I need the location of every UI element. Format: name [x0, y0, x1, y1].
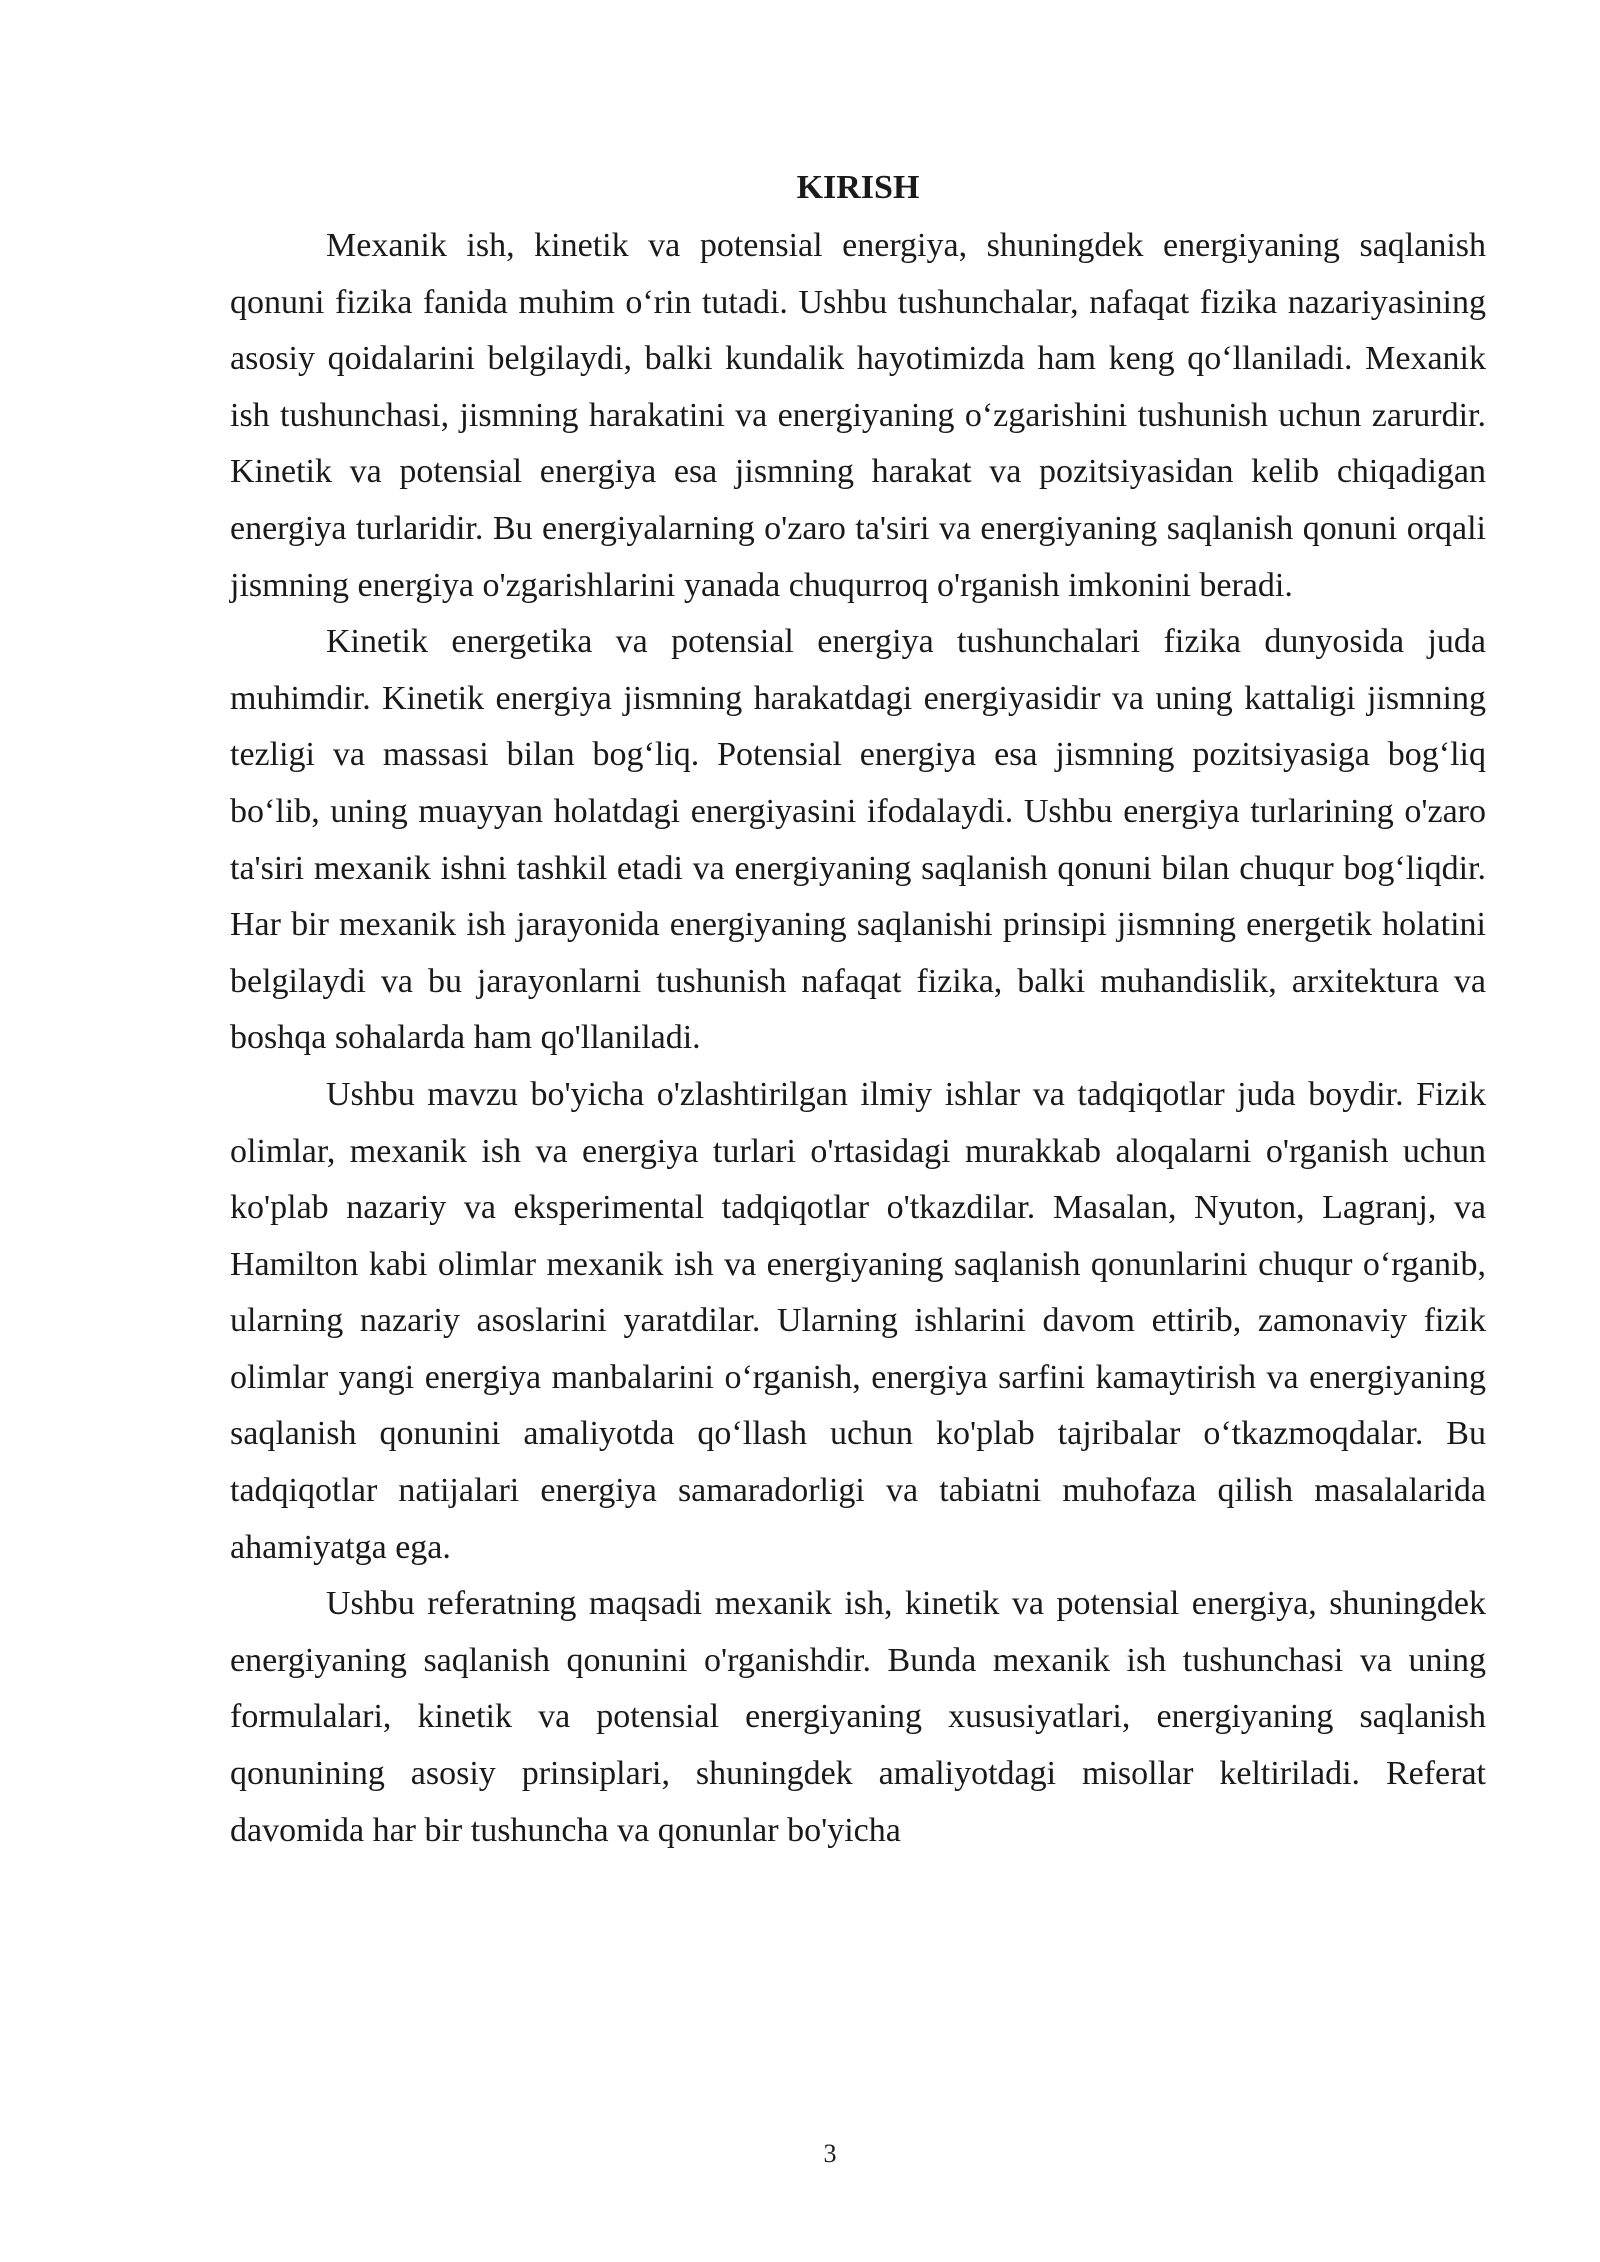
paragraph-4: Ushbu referatning maqsadi mexanik ish, kinetik va potensial energiya, shuningdek energiyaning saqlanish qonunini o'rganishdir. Bunda mexanik ish tushunchasi va uning formulalari, kinetik va potensial energiyaning xususiyatlari, energiyaning saqlanish qonunining asosiy prinsiplari, shuningdek amaliyotdagi misollar keltiriladi. Referat davomida har bir tushuncha va qonunlar bo'yicha [230, 1585, 1486, 1849]
paragraph-2: Kinetik energetika va potensial energiya tushunchalari fizika dunyosida juda muhimdir. Kinetik energiya jismning harakatdagi energiyasidir va uning kattaligi jismning tezligi va massasi bilan bog‘liq. Potensial energiya esa jismning pozitsiyasiga bog‘liq bo‘lib, uning muayyan holatdagi energiyasini ifodalaydi. Ushbu energiya turlarining o'zaro ta'siri mexanik ishni tashkil etadi va energiyaning saqlanish qonuni bilan chuqur bog‘liqdir. Har bir mexanik ish jarayonida energiyaning saqlanishi prinsipi jismning energetik holatini belgilaydi va bu jarayonlarni tushunish nafaqat fizika, balki muhandislik, arxitektura va boshqa sohalarda ham qo'llaniladi. [230, 623, 1486, 1057]
paragraph-3: Ushbu mavzu bo'yicha o'zlashtirilgan ilmiy ishlar va tadqiqotlar juda boydir. Fizik olimlar, mexanik ish va energiya turlari o'rtasidagi murakkab aloqalarni o'rganish uchun ko'plab nazariy va eksperimental tadqiqotlar o'tkazdilar. Masalan, Nyuton, Lagranj, va Hamilton kabi olimlar mexanik ish va energiyaning saqlanish qonunlarini chuqur o‘rganib, ularning nazariy asoslarini yaratdilar. Ularning ishlarini davom ettirib, zamonaviy fizik olimlar yangi energiya manbalarini o‘rganish, energiya sarfini kamaytirish va energiyaning saqlanish qonunini amaliyotda qo‘llash uchun ko'plab tajribalar o‘tkazmoqdalar. Bu tadqiqotlar natijalari energiya samaradorligi va tabiatni muhofaza qilish masalalarida ahamiyatga ega. [230, 1075, 1486, 1566]
section-title: KIRISH [796, 169, 920, 206]
page-number: 3 [823, 2139, 837, 2168]
paragraph-1: Mexanik ish, kinetik va potensial energiya, shuningdek energiyaning saqlanish qonuni fizika fanida muhim o‘rin tutadi. Ushbu tushunchalar, nafaqat fizika nazariyasining asosiy qoidalarini belgilaydi, balki kundalik hayotimizda ham keng qo‘llaniladi. Mexanik ish tushunchasi, jismning harakatini va energiyaning o‘zgarishini tushunish uchun zarurdir. Kinetik va potensial energiya esa jismning harakat va pozitsiyasidan kelib chiqadigan energiya turlaridir. Bu energiyalarning o'zaro ta'siri va energiyaning saqlanish qonuni orqali jismning energiya o'zgarishlarini yanada chuqurroq o'rganish imkonini beradi. [230, 227, 1486, 604]
page-content [230, 160, 1486, 1859]
